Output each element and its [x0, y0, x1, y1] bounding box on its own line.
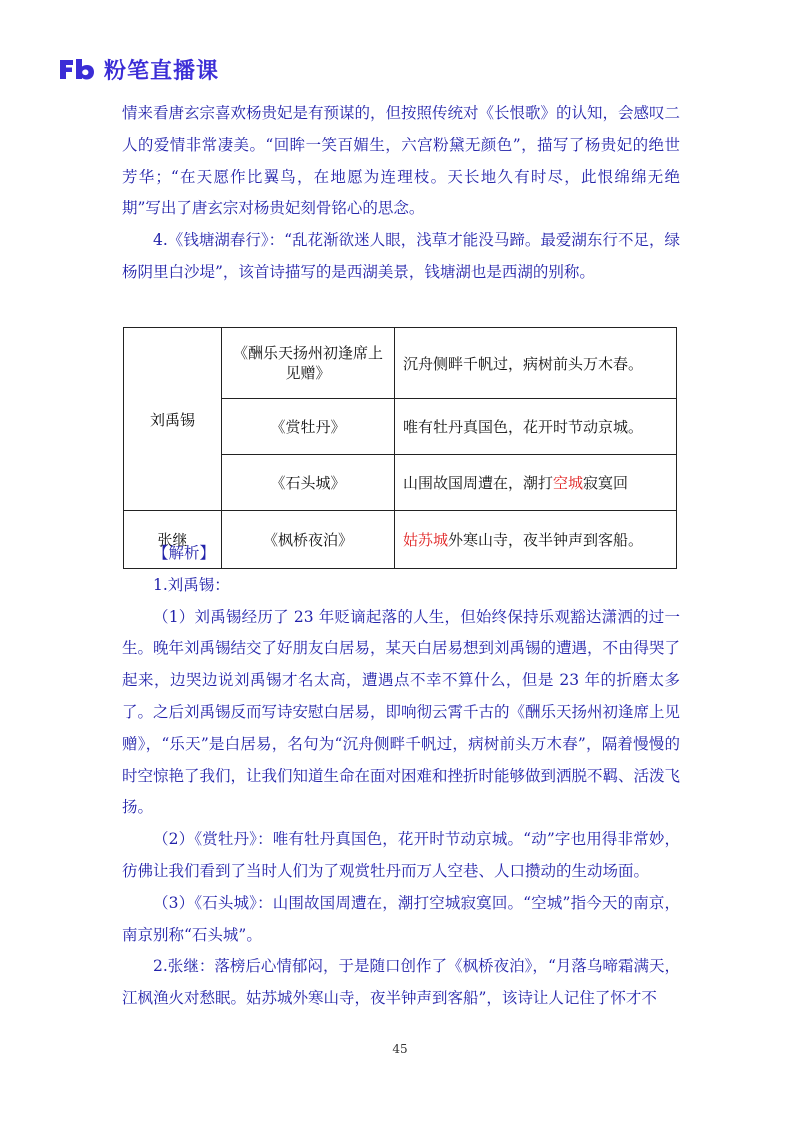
intro-paragraph: 情来看唐玄宗喜欢杨贵妃是有预谋的，但按照传统对《长恨歌》的认知，会感叹二人的爱情非常凄美。“回眸一笑百媚生，六宫粉黛无颜色”，描写了杨贵妃的绝世芳华；“在天愿作比翼鸟，在地愿为连理枝。天长地久有时尽，此恨绵绵无绝期”写出了唐玄宗对杨贵妃刻骨铭心的思念。 [122, 104, 681, 218]
intro-paragraph: 4.《钱塘湖春行》：“乱花渐欲迷人眼，浅草才能没马蹄。最爱湖东行不足，绿杨阴里白沙堤”，该首诗描写的是西湖美景，钱塘湖也是西湖的别称。 [122, 231, 680, 281]
fb-logo-icon [58, 57, 96, 81]
poem-title-cell: 《石头城》 [222, 455, 395, 511]
poem-table [123, 327, 677, 569]
line-text: 外寒山寺，夜半钟声到客船。 [448, 531, 644, 549]
poem-line-cell: 沉舟侧畔千帆过，病树前头万木春。 [395, 328, 677, 399]
analysis-paragraph: 1.刘禹锡： [153, 575, 230, 594]
highlighted-text: 空城 [553, 474, 584, 492]
page-number: 45 [392, 1042, 408, 1056]
poem-line-cell: 唯有牡丹真国色，花开时节动京城。 [395, 399, 677, 455]
analysis-paragraph: （3）《石头城》：山围故国周遭在，潮打空城寂寞回。“空城”指今天的南京，南京别称“石头城”。 [122, 893, 680, 944]
table-row [124, 328, 677, 399]
intro-text [122, 98, 680, 289]
author-cell: 张继 [124, 511, 222, 569]
poem-title-cell: 《枫桥夜泊》 [222, 511, 395, 569]
analysis-paragraph: 2.张继：落榜后心情郁闷，于是随口创作了《枫桥夜泊》，“月落乌啼霜满天，江枫渔火对愁眠。姑苏城外寒山寺，夜半钟声到客船”，该诗让人记住了怀才不 [122, 957, 680, 1008]
analysis-heading: 【解析】 [153, 544, 216, 562]
poem-title-cell: 《赏牡丹》 [222, 399, 395, 455]
analysis-section [122, 538, 680, 1015]
analysis-paragraph: （2）《赏牡丹》：唯有牡丹真国色，花开时节动京城。“动”字也用得非常妙，彷佛让我们看到了当时人们为了观赏牡丹而万人空巷、人口攒动的生动场面。 [122, 830, 680, 880]
page-header [58, 52, 219, 86]
analysis-paragraph: （1）刘禹锡经历了 23 年贬谪起落的人生，但始终保持乐观豁达潇洒的过一生。晚年刘禹锡结交了好朋友白居易，某天白居易想到刘禹锡的遭遇，不由得哭了起来，边哭边说刘禹锡才名太高，遭遇点不幸不算什么，但是 23 年的折磨太多了。之后刘禹锡反而写诗安慰白居易，即响彻云霄千古的《酬乐天扬州初逢席上见赠》，“乐天”是白居易，名句为“沉舟侧畔千帆过，病树前头万木春”，隔着慢慢的时空惊艳了我们，让我们知道生命在面对困难和挫折时能够做到洒脱不羁、活泼飞扬。 [122, 607, 681, 817]
poem-title-cell: 《酬乐天扬州初逢席上见赠》 [222, 328, 395, 399]
poem-line-cell [395, 455, 677, 511]
author-cell: 刘禹锡 [124, 328, 222, 511]
line-text: 寂寞回 [583, 474, 629, 492]
line-text: 山围故国周遭在，潮打 [403, 474, 554, 492]
highlighted-text: 姑苏城 [403, 531, 449, 549]
brand-name: 粉笔直播课 [104, 58, 220, 84]
